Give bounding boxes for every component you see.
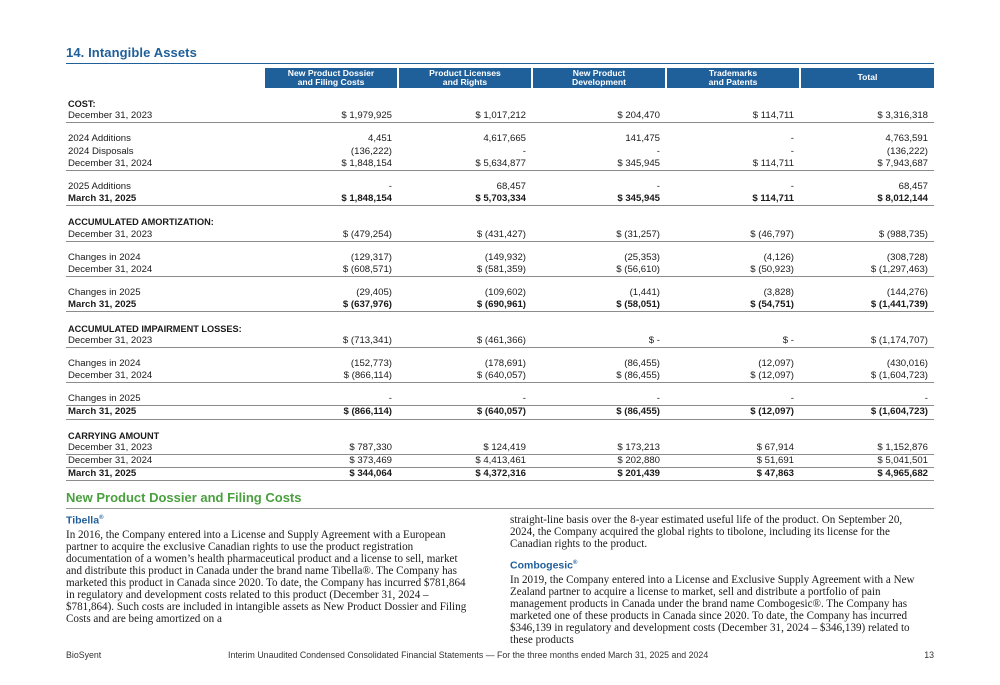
cell-value: $ (866,114) [264,406,398,419]
header-development: New Product Development [532,68,666,88]
cell-value: $ 1,848,154 [264,193,398,206]
cell-value: $ (461,366) [398,335,532,348]
spacer-row [66,170,934,181]
tibella-heading: Tibella® [66,514,104,527]
cell-value: $ (46,797) [666,229,800,242]
cell-value: (178,691) [484,357,526,369]
cell-value: $ (713,341) [264,335,398,348]
cell-value: $ (86,455) [532,406,666,419]
cell-value: $ 1,979,925 [264,110,398,123]
row-label: December 31, 2023 [66,110,264,123]
cell-value: $ 201,439 [532,468,666,481]
notes-section [66,490,934,650]
spacer-row [66,277,934,288]
row-label: December 31, 2023 [66,229,264,242]
cell-value: $ 5,634,877 [398,158,532,171]
cell-value: $ 67,914 [666,442,800,455]
table-row [66,110,934,123]
table-row [66,264,934,277]
cell-value: $ 8,012,144 [800,193,934,206]
row-label: Changes in 2025 [66,393,264,406]
cell-value: (3,828) [763,287,794,299]
cell-value: $ (54,751) [666,299,800,312]
table-header-row [66,68,934,88]
section-row [66,216,934,228]
table-row [66,335,934,348]
cell-value: (25,353) [624,251,660,263]
section-label: CARRYING AMOUNT [68,430,160,441]
cell-value: $ 345,945 [532,193,666,206]
cell-value: (136,222) [886,145,928,157]
cell-value: (144,276) [886,287,928,299]
row-label: December 31, 2024 [66,264,264,277]
spacer-row [66,88,934,98]
cell-value: $ (31,257) [532,229,666,242]
cell-value: $ (12,097) [666,370,800,383]
combogesic-paragraph: In 2019, the Company entered into a License and Exclusive Supply Agreement with a New Zealand partner to acquire a license to market, sell and distribute a portfolio of pain management products in Canada under the brand name Combogesic®. The Company has marketed one of these products in Canada since 2020. To date, the Company has incurred $346,139 in regulatory and development costs (December 31, 2024 – $346,139) related to these products [510,573,915,647]
cell-value: $ (50,923) [666,264,800,277]
cell-value: - [666,393,800,406]
table-row [66,468,934,481]
section-row [66,430,934,442]
cell-value: $ (866,114) [264,370,398,383]
cell-value: (149,932) [484,251,526,263]
spacer-row [66,206,934,217]
row-label: December 31, 2024 [66,454,264,467]
row-label: March 31, 2025 [66,193,264,206]
table-row [66,229,934,242]
cell-value: $ 124,419 [398,442,532,455]
cell-value: $ 4,372,316 [398,468,532,481]
row-label: December 31, 2023 [66,335,264,348]
footer-document-title: Interim Unaudited Condensed Consolidated Financial Statements — For the three months ended March 31, 2025 and 2024 [228,650,709,660]
cell-value: $ 1,017,212 [398,110,532,123]
section-label: ACCUMULATED AMORTIZATION: [68,217,214,228]
row-label: March 31, 2025 [66,406,264,419]
row-label: 2025 Additions [68,181,131,193]
cell-value: $ (58,051) [532,299,666,312]
spacer-row [66,419,934,430]
table-row [66,406,934,419]
cell-value: - [388,181,392,193]
cell-value: (430,016) [886,357,928,369]
cell-value: $ (86,455) [532,370,666,383]
cell-value: $ 3,316,318 [800,110,934,123]
cell-value: - [790,145,794,157]
table-row [66,181,934,193]
row-label: 2024 Additions [68,133,131,145]
row-label: December 31, 2023 [66,442,264,455]
right-column [510,514,915,646]
table-row [66,193,934,206]
table-row [66,252,934,264]
footer-company: BioSyent [66,650,102,660]
cell-value: - [398,393,532,406]
row-label: Changes in 2024 [68,251,141,263]
tibella-paragraph: In 2016, the Company entered into a License and Supply Agreement with a European partner to acquire the exclusive Canadian rights to use the product registration documentation of a women’s health pharmaceutical product and a license to sell, market and distribute this product in Canada under the brand name Tibella®. The Company has marketed this product in Canada since 2020. To date, the Company has incurred $781,864 in regulatory and development costs related to this product (December 31, 2024 – $781,864). Such costs are included in intangible assets as New Product Dossier and Filing Costs and are being amortized on a [66,528,467,626]
cell-value: - [522,145,526,157]
cell-value: $ 787,330 [264,442,398,455]
cell-value: $ 114,711 [666,158,800,171]
cell-value: $ (640,057) [398,406,532,419]
section-label: ACCUMULATED IMPAIRMENT LOSSES: [68,323,242,334]
cell-value: $ (608,571) [264,264,398,277]
cell-value: $ (431,427) [398,229,532,242]
row-label: Changes in 2024 [68,357,141,369]
cell-value: $ 204,470 [532,110,666,123]
cell-value: $ 373,469 [264,454,398,467]
cell-value: (29,405) [356,287,392,299]
cell-value: $ (12,097) [666,406,800,419]
cell-value: $ (640,057) [398,370,532,383]
intangible-assets-section [66,45,934,481]
cell-value: (129,317) [350,251,392,263]
cell-value: $ 4,413,461 [398,454,532,467]
cell-value: - [656,145,660,157]
table-row [66,358,934,370]
cell-value: 68,457 [496,181,526,193]
cell-value: $ 7,943,687 [800,158,934,171]
header-dossier: New Product Dossier and Filing Costs [264,68,398,88]
header-total: Total [800,68,934,88]
cell-value: 68,457 [898,181,928,193]
cell-value: $ (690,961) [398,299,532,312]
cell-value: (109,602) [484,287,526,299]
cell-value: $ (637,976) [264,299,398,312]
table-row [66,299,934,312]
table-body [66,88,934,481]
cell-value: (136,222) [350,145,392,157]
table-row [66,133,934,145]
cell-value: $ (1,297,463) [800,264,934,277]
cell-value: - [532,393,666,406]
title-divider [66,63,934,64]
intangible-assets-table [66,68,934,481]
cell-value: (152,773) [350,357,392,369]
cell-value: $ (581,359) [398,264,532,277]
spacer-row [66,123,934,134]
cell-value: $ 202,880 [532,454,666,467]
subsection-title: New Product Dossier and Filing Costs [66,490,302,505]
row-label: March 31, 2025 [66,299,264,312]
combogesic-heading: Combogesic® [510,559,578,572]
cell-value: $ 47,863 [666,468,800,481]
row-label: 2024 Disposals [68,145,134,157]
spacer-row [66,241,934,252]
row-label: December 31, 2024 [66,370,264,383]
table-row [66,442,934,455]
spacer-row [66,383,934,394]
cell-value: $ - [666,335,800,348]
table-row [66,158,934,171]
cell-value: $ 1,848,154 [264,158,398,171]
row-label: Changes in 2025 [68,287,141,299]
cell-value: (86,455) [624,357,660,369]
cell-value: 4,617,665 [483,133,526,145]
section-row [66,98,934,110]
cell-value: $ 51,691 [666,454,800,467]
cell-value: - [656,181,660,193]
cell-value: $ 4,965,682 [800,468,934,481]
cell-value: $ 345,945 [532,158,666,171]
cell-value: $ 114,711 [666,110,800,123]
cell-value: $ 173,213 [532,442,666,455]
cell-value: - [790,133,794,145]
tibella-paragraph-continued: straight-line basis over the 8-year estimated useful life of the product. On September 20, 2024, the Company acquired the global rights to tibolone, including its license for the Canadian rights to the product. [510,514,903,551]
cell-value: $ 1,152,876 [800,442,934,455]
cell-value: $ (1,604,723) [800,370,934,383]
left-column [66,512,471,625]
cell-value: (4,126) [763,251,794,263]
cell-value: 4,451 [367,133,392,145]
cell-value: $ 344,064 [264,468,398,481]
table-row [66,287,934,299]
cell-value: $ (1,441,739) [800,299,934,312]
table-row [66,370,934,383]
cell-value: $ 5,041,501 [800,454,934,467]
header-trademarks: Trademarks and Patents [666,68,800,88]
cell-value: $ (479,254) [264,229,398,242]
row-label: March 31, 2025 [66,468,264,481]
cell-value: (1,441) [629,287,660,299]
cell-value: $ - [532,335,666,348]
header-blank [66,68,264,88]
subsection-divider [66,508,934,509]
table-row [66,146,934,158]
cell-value: - [264,393,398,406]
cell-value: - [790,181,794,193]
spacer-row [66,347,934,358]
cell-value: (308,728) [886,251,928,263]
spacer-row [66,312,934,323]
cell-value: $ (56,610) [532,264,666,277]
header-licenses: Product Licenses and Rights [398,68,532,88]
row-label: December 31, 2024 [66,158,264,171]
cell-value: $ 5,703,334 [398,193,532,206]
section-title: 14. Intangible Assets [66,45,197,60]
cell-value: $ (1,174,707) [800,335,934,348]
cell-value: - [800,393,934,406]
cell-value: 141,475 [625,133,660,145]
cell-value: $ (988,735) [800,229,934,242]
cell-value: $ (1,604,723) [800,406,934,419]
section-label: COST: [68,99,96,110]
page-number: 13 [924,650,934,660]
cell-value: $ 114,711 [666,193,800,206]
cell-value: 4,763,591 [885,133,928,145]
table-row [66,454,934,467]
cell-value: (12,097) [758,357,794,369]
section-row [66,322,934,334]
table-row [66,393,934,406]
